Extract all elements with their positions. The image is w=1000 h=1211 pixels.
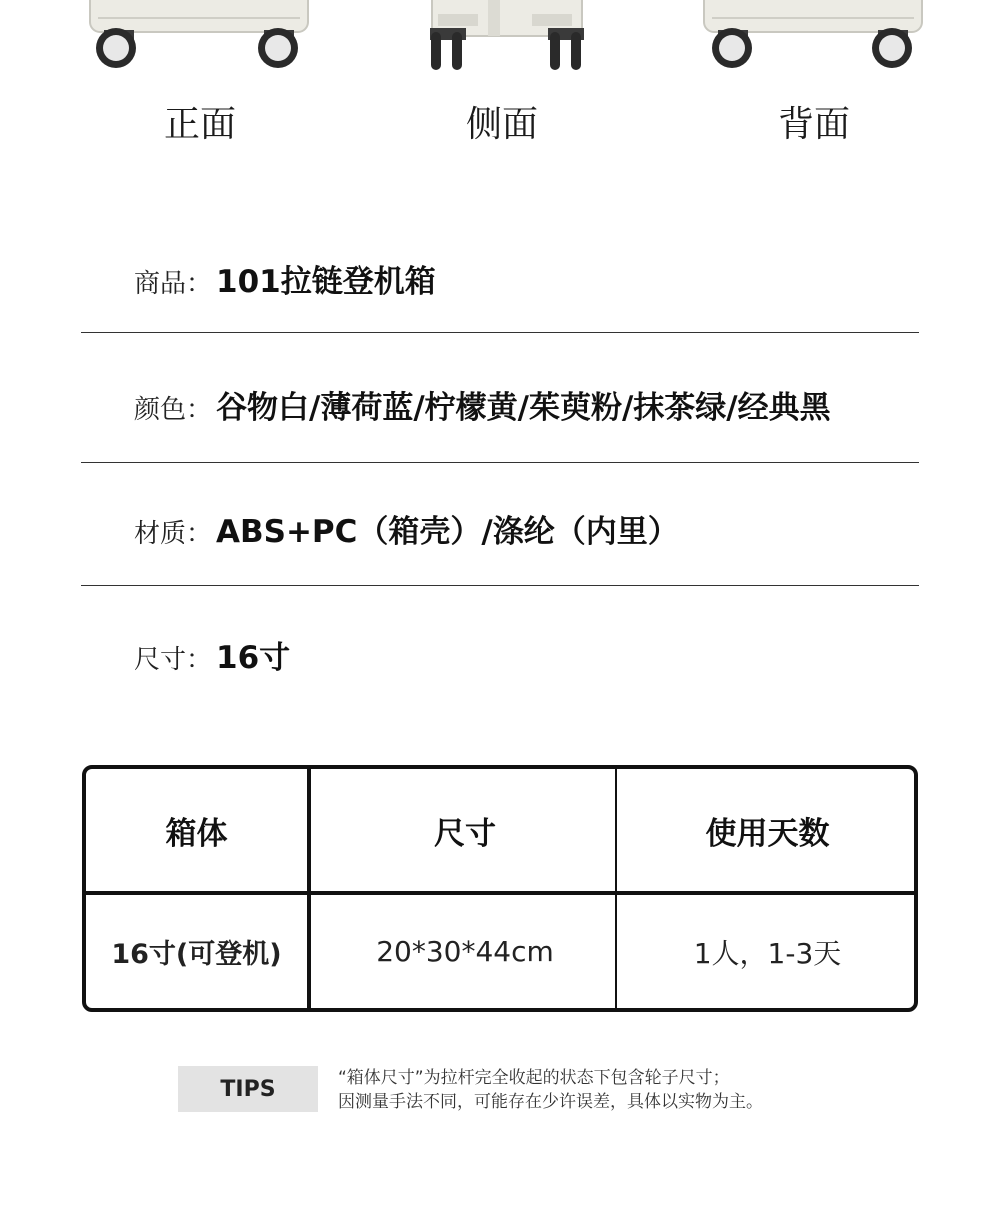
suitcase-back-view [702, 0, 927, 75]
divider [81, 332, 919, 333]
side-view-label: 侧面 [465, 104, 538, 145]
suitcase-side-view [428, 0, 588, 75]
table-header-cell: 使用天数 [705, 815, 830, 852]
spec-color-key: 颜色： [134, 395, 213, 425]
back-view-label: 背面 [777, 104, 850, 145]
table-cell: 20*30*44cm [376, 935, 554, 968]
tips-badge: TIPS [178, 1066, 318, 1112]
tips-line: 因测量手法不同，可能存在少许误差，具体以实物为主。 [338, 1092, 763, 1112]
spec-color-value: 谷物白/薄荷蓝/柠檬黄/茱萸粉/抹茶绿/经典黑 [216, 390, 831, 426]
size-table [82, 765, 918, 1012]
tips-line: “箱体尺寸”为拉杆完全收起的状态下包含轮子尺寸； [338, 1068, 730, 1088]
spec-size-value: 16寸 [216, 640, 291, 676]
table-header-cell: 箱体 [165, 815, 228, 852]
spec-size-key: 尺寸： [134, 645, 213, 675]
table-header-cell: 尺寸 [434, 815, 496, 852]
spec-product-value: 101拉链登机箱 [216, 264, 436, 300]
spec-size-row [134, 632, 290, 677]
spec-material-row [134, 506, 679, 551]
table-header-row [86, 769, 914, 891]
spec-material-key: 材质： [134, 519, 213, 549]
spec-product-key: 商品： [134, 269, 213, 299]
spec-material-value: ABS+PC（箱壳）/涤纶（内里） [216, 514, 679, 550]
suitcase-front-view [88, 0, 313, 75]
divider [81, 462, 919, 463]
table-cell: 1人，1-3天 [693, 936, 842, 970]
tips-note [338, 1066, 763, 1114]
spec-color-row [134, 382, 831, 427]
divider [81, 585, 919, 586]
spec-product-row [134, 256, 436, 301]
front-view-label: 正面 [163, 104, 236, 145]
table-row [86, 895, 914, 1008]
table-cell: 16寸(可登机) [111, 939, 282, 970]
